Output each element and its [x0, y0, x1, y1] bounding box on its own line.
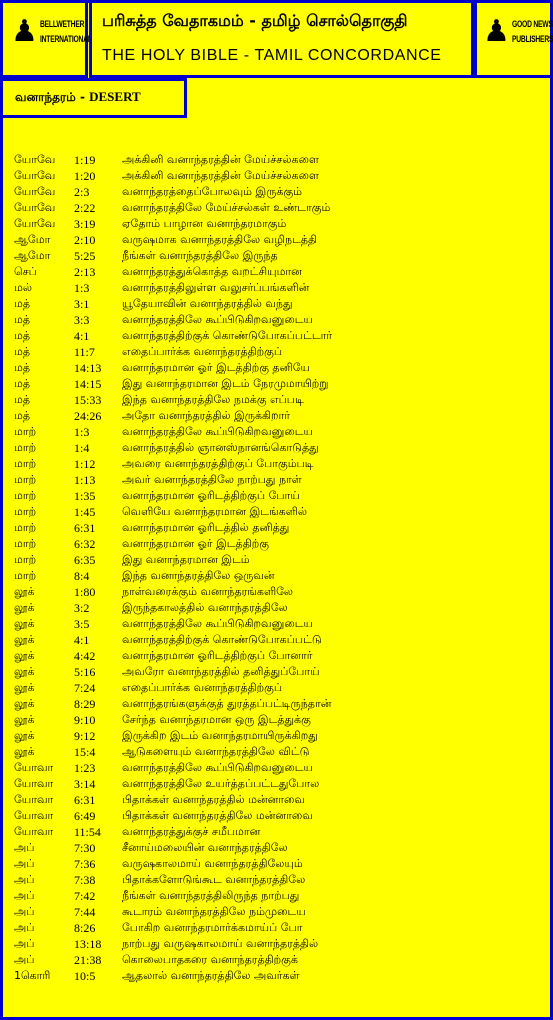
entry-book: யோவா: [14, 761, 54, 774]
entry-reference: 1:23: [74, 761, 96, 775]
section-heading: [15, 89, 141, 106]
concordance-entry: [14, 344, 544, 360]
concordance-entry: [14, 552, 544, 568]
concordance-entry: [14, 648, 544, 664]
logo-right-line2: PUBLISHERS: [511, 34, 553, 44]
entry-book: மத்: [14, 377, 31, 390]
entry-reference: 7:30: [74, 841, 96, 855]
entry-reference: 1:19: [74, 153, 96, 167]
concordance-entry: [14, 840, 544, 856]
entry-text: கொலைபாதகரை வனாந்தரத்திற்குக்: [122, 953, 298, 966]
entry-text: வனாந்தரத்திலே கூப்பிடுகிறவனுடைய: [122, 313, 313, 326]
concordance-entry: [14, 888, 544, 904]
concordance-entry: [14, 824, 544, 840]
entry-text: வனாந்தரமான ஓரிடத்திற்குப் போனார்: [122, 649, 313, 662]
entry-text: வனாந்தரத்துக்குச் சமீபமான: [122, 825, 261, 838]
entry-book: யோவே: [14, 185, 56, 198]
concordance-entry: [14, 536, 544, 552]
entry-text: போகிற வனாந்தரமார்க்கமாய்ப் போ: [122, 921, 303, 934]
entry-reference: 24:26: [74, 409, 102, 423]
entry-reference: 4:1: [74, 633, 90, 647]
concordance-entry: [14, 520, 544, 536]
entry-text: வனாந்தரத்திற்குக் கொண்டுபோகப்பட்டு: [122, 633, 322, 646]
entry-book: மாற்: [14, 457, 37, 470]
entry-reference: 14:15: [74, 377, 102, 391]
entry-text: இந்த வனாந்தரத்திலே நமக்கு எப்படி: [122, 393, 304, 406]
entry-book: லூக்: [14, 681, 35, 694]
entry-text: அவரை வனாந்தரத்திற்குப் போகும்படி: [122, 457, 314, 470]
entry-reference: 13:18: [74, 937, 102, 951]
entry-book: லூக்: [14, 713, 35, 726]
entry-reference: 4:42: [74, 649, 96, 663]
entry-book: லூக்: [14, 617, 35, 630]
entry-text: ஆதலால் வனாந்தரத்திலே அவர்கள்: [122, 969, 300, 982]
concordance-entry: [14, 456, 544, 472]
entry-book: மாற்: [14, 553, 37, 566]
entry-text: நாற்பது வருஷகாலமாய் வனாந்தரத்தில்: [122, 937, 319, 950]
entry-reference: 6:49: [74, 809, 96, 823]
entry-text: வனாந்தரத்துக்கொத்த வறட்சியுமான: [122, 265, 302, 278]
concordance-entry: [14, 744, 544, 760]
entry-reference: 21:38: [74, 953, 102, 967]
section-sep: -: [79, 90, 85, 104]
entry-text: கூடாரம் வனாந்தரத்திலே நம்முடைய: [122, 905, 306, 918]
entry-text: வனாந்தரத்திலுள்ள வலுசர்ப்பங்களின்: [122, 281, 310, 294]
entry-text: இருந்தகாலத்தில் வனாந்தரத்திலே: [122, 601, 288, 614]
entry-text: சீனாய்மலையின் வனாந்தரத்திலே: [122, 841, 288, 854]
entry-text: அக்கினி வனாந்தரத்தின் மேய்ச்சல்களை: [122, 169, 319, 182]
concordance-entry: [14, 664, 544, 680]
entry-text: பிதாக்கள் வனாந்தரத்தில் மன்னாவை: [122, 793, 305, 806]
entry-book: லூக்: [14, 585, 35, 598]
entry-book: மல்: [14, 281, 32, 294]
entry-book: லூக்: [14, 745, 35, 758]
entry-text: எதைப்பார்க்க வனாந்தரத்திற்குப்: [122, 681, 282, 694]
entry-reference: 8:4: [74, 569, 90, 583]
entry-reference: 1:35: [74, 489, 96, 503]
concordance-entry: [14, 680, 544, 696]
entry-reference: 10:5: [74, 969, 96, 983]
entry-reference: 1:20: [74, 169, 96, 183]
concordance-entry: [14, 472, 544, 488]
concordance-entry: [14, 312, 544, 328]
concordance-entry: [14, 792, 544, 808]
entry-text: இருக்கிற இடம் வனாந்தரமாயிருக்கிறது: [122, 729, 318, 742]
concordance-entry: [14, 280, 544, 296]
entry-reference: 2:3: [74, 185, 90, 199]
concordance-entry: [14, 600, 544, 616]
torch-bearer-icon: ♟: [483, 14, 510, 49]
concordance-entry: [14, 632, 544, 648]
entry-reference: 1:13: [74, 473, 96, 487]
concordance-entry: [14, 168, 544, 184]
entry-book: மத்: [14, 409, 31, 422]
entry-reference: 15:4: [74, 745, 96, 759]
concordance-entry: [14, 296, 544, 312]
concordance-entry: [14, 584, 544, 600]
concordance-entry: [14, 504, 544, 520]
entry-text: அக்கினி வனாந்தரத்தின் மேய்ச்சல்களை: [122, 153, 319, 166]
entry-reference: 8:26: [74, 921, 96, 935]
entry-text: வருஷமாக வனாந்தரத்திலே வழிநடத்தி: [122, 233, 317, 246]
entry-reference: 5:16: [74, 665, 96, 679]
concordance-entry: [14, 808, 544, 824]
entry-reference: 7:36: [74, 857, 96, 871]
concordance-entry: [14, 392, 544, 408]
entry-book: லூக்: [14, 633, 35, 646]
entry-reference: 2:13: [74, 265, 96, 279]
title-box: [89, 0, 474, 78]
entry-book: அப்: [14, 873, 35, 886]
concordance-entry: [14, 728, 544, 744]
entry-book: லூக்: [14, 649, 35, 662]
entry-reference: 6:31: [74, 793, 96, 807]
entry-reference: 1:3: [74, 281, 90, 295]
entry-book: மாற்: [14, 489, 37, 502]
entry-book: யோவா: [14, 793, 54, 806]
concordance-entry: [14, 856, 544, 872]
concordance-list: [14, 152, 544, 984]
entry-reference: 1:12: [74, 457, 96, 471]
entry-text: இந்த வனாந்தரத்திலே ஒருவன்: [122, 569, 275, 582]
concordance-entry: [14, 968, 544, 984]
entry-book: ஆமோ: [14, 233, 51, 246]
entry-book: மாற்: [14, 521, 37, 534]
concordance-entry: [14, 696, 544, 712]
entry-book: யோவே: [14, 169, 56, 182]
section-english: DESERT: [89, 89, 141, 104]
concordance-entry: [14, 408, 544, 424]
concordance-entry: [14, 952, 544, 968]
entry-book: மாற்: [14, 537, 37, 550]
entry-book: மத்: [14, 345, 31, 358]
concordance-entry: [14, 232, 544, 248]
entry-reference: 3:19: [74, 217, 96, 231]
entry-book: யோவா: [14, 777, 54, 790]
entry-reference: 3:14: [74, 777, 96, 791]
entry-text: வெளியே வனாந்தரமான இடங்களில்: [122, 505, 308, 518]
entry-book: அப்: [14, 841, 35, 854]
concordance-entry: [14, 200, 544, 216]
entry-book: அப்: [14, 937, 35, 950]
concordance-entry: [14, 264, 544, 280]
entry-book: யோவே: [14, 217, 56, 230]
entry-reference: 1:45: [74, 505, 96, 519]
concordance-entry: [14, 760, 544, 776]
entry-text: நாள்வரைக்கும் வனாந்தரங்களிலே: [122, 585, 294, 598]
entry-book: 1கொரி: [14, 969, 51, 982]
concordance-entry: [14, 712, 544, 728]
publisher-logo-right: [474, 0, 553, 78]
entry-text: வனாந்தரத்திலே கூப்பிடுகிறவனுடைய: [122, 617, 313, 630]
entry-book: மாற்: [14, 473, 37, 486]
entry-text: நீங்கள் வனாந்தரத்திலிருந்த நாற்பது: [122, 889, 300, 902]
entry-reference: 2:10: [74, 233, 96, 247]
entry-book: செப்: [14, 265, 37, 278]
entry-text: நீங்கள் வனாந்தரத்திலே இருந்த: [122, 249, 278, 262]
entry-reference: 2:22: [74, 201, 96, 215]
entry-text: ஏதோம் பாழான வனாந்தரமாகும்: [122, 217, 287, 230]
entry-book: ஆமோ: [14, 249, 51, 262]
entry-reference: 1:80: [74, 585, 96, 599]
entry-book: மாற்: [14, 425, 37, 438]
entry-text: வனாந்தரமான ஓரிடத்திற்குப் போய்: [122, 489, 300, 502]
entry-text: அவர் வனாந்தரத்திலே நாற்பது நாள்: [122, 473, 302, 486]
concordance-entry: [14, 920, 544, 936]
entry-book: லூக்: [14, 729, 35, 742]
entry-book: யோவா: [14, 825, 54, 838]
entry-text: வருஷகாலமாய் வனாந்தரத்திலேயும்: [122, 857, 303, 870]
concordance-entry: [14, 376, 544, 392]
entry-book: மத்: [14, 361, 31, 374]
concordance-entry: [14, 424, 544, 440]
entry-reference: 1:3: [74, 425, 90, 439]
entry-text: அதோ வனாந்தரத்தில் இருக்கிறார்: [122, 409, 291, 422]
entry-book: லூக்: [14, 697, 35, 710]
entry-reference: 11:54: [74, 825, 101, 839]
torch-bearer-icon: ♟: [11, 14, 38, 49]
entry-reference: 3:2: [74, 601, 90, 615]
entry-book: அப்: [14, 953, 35, 966]
entry-book: மாற்: [14, 569, 37, 582]
section-tamil: வனாந்தரம்: [15, 90, 76, 104]
concordance-entry: [14, 936, 544, 952]
concordance-entry: [14, 568, 544, 584]
entry-text: எதைப்பார்க்க வனாந்தரத்திற்குப்: [122, 345, 282, 358]
entry-text: ஆடுகளையும் வனாந்தரத்திலே விட்டு: [122, 745, 310, 758]
entry-book: லூக்: [14, 665, 35, 678]
concordance-entry: [14, 184, 544, 200]
publisher-logo-left: [0, 0, 92, 78]
entry-text: அவரோ வனாந்தரத்தில் தனித்துப்போய்: [122, 665, 320, 678]
entry-reference: 3:5: [74, 617, 90, 631]
concordance-entry: [14, 248, 544, 264]
entry-text: இது வனாந்தரமான இடம்: [122, 553, 250, 566]
entry-reference: 3:3: [74, 313, 90, 327]
entry-book: மத்: [14, 393, 31, 406]
entry-text: வனாந்தரத்தில் ஞானஸ்நானங்கொடுத்து: [122, 441, 319, 454]
concordance-entry: [14, 616, 544, 632]
entry-reference: 7:24: [74, 681, 96, 695]
concordance-entry: [14, 152, 544, 168]
concordance-entry: [14, 216, 544, 232]
entry-text: வனாந்தரத்திலே கூப்பிடுகிறவனுடைய: [122, 425, 313, 438]
entry-reference: 4:1: [74, 329, 90, 343]
entry-reference: 8:29: [74, 697, 96, 711]
entry-reference: 9:12: [74, 729, 96, 743]
entry-text: வனாந்தரமான ஓர் இடத்திற்கு தனியே: [122, 361, 310, 374]
entry-reference: 15:33: [74, 393, 102, 407]
entry-reference: 7:42: [74, 889, 96, 903]
entry-book: மத்: [14, 297, 31, 310]
entry-reference: 3:1: [74, 297, 90, 311]
concordance-entry: [14, 872, 544, 888]
title-english: THE HOLY BIBLE - TAMIL CONCORDANCE: [102, 47, 442, 64]
entry-reference: 7:44: [74, 905, 96, 919]
entry-reference: 6:32: [74, 537, 96, 551]
entry-text: வனாந்தரத்திலே உயர்த்தப்பட்டதுபோல: [122, 777, 320, 790]
entry-text: வனாந்தரத்திற்குக் கொண்டுபோகப்பட்டார்: [122, 329, 333, 342]
concordance-entry: [14, 488, 544, 504]
entry-reference: 14:13: [74, 361, 102, 375]
entry-book: அப்: [14, 921, 35, 934]
entry-reference: 6:35: [74, 553, 96, 567]
entry-book: லூக்: [14, 601, 35, 614]
entry-reference: 7:38: [74, 873, 96, 887]
entry-book: அப்: [14, 889, 35, 902]
entry-book: மாற்: [14, 441, 37, 454]
entry-book: அப்: [14, 905, 35, 918]
entry-text: வனாந்தரமான ஓர் இடத்திற்கு: [122, 537, 269, 550]
entry-book: மத்: [14, 313, 31, 326]
title-tamil: பரிசுத்த வேதாகமம் - தமிழ் சொல்தொகுதி: [102, 11, 408, 30]
concordance-entry: [14, 904, 544, 920]
entry-text: வனாந்தரத்தைப்போலவும் இருக்கும்: [122, 185, 303, 198]
entry-reference: 11:7: [74, 345, 95, 359]
entry-text: சேர்ந்த வனாந்தரமான ஒரு இடத்துக்கு: [122, 713, 311, 726]
logo-left-line2: INTERNATIONAL: [39, 34, 92, 44]
entry-text: பிதாக்கள் வனாந்தரத்திலே மன்னாவை: [122, 809, 313, 822]
concordance-entry: [14, 776, 544, 792]
entry-text: வனாந்தரத்திலே மேய்ச்சல்கள் உண்டாகும்: [122, 201, 331, 214]
entry-text: யூதேயாவின் வனாந்தரத்தில் வந்து: [122, 297, 293, 310]
entry-reference: 1:4: [74, 441, 90, 455]
entry-book: யோவே: [14, 201, 56, 214]
entry-book: அப்: [14, 857, 35, 870]
entry-reference: 9:10: [74, 713, 96, 727]
entry-book: யோவே: [14, 153, 56, 166]
entry-text: வனாந்தரமான ஓரிடத்தில் தனித்து: [122, 521, 290, 534]
entry-reference: 6:31: [74, 521, 96, 535]
logo-left-line1: BELLWETHER: [39, 19, 85, 29]
entry-text: இது வனாந்தரமான இடம் நேரமுமாயிற்று: [122, 377, 329, 390]
concordance-entry: [14, 360, 544, 376]
entry-reference: 5:25: [74, 249, 96, 263]
section-heading-box: [0, 78, 187, 118]
entry-text: பிதாக்களோடுங்கூட வனாந்தரத்திலே: [122, 873, 306, 886]
logo-right-line1: GOOD NEWS: [511, 19, 553, 29]
concordance-entry: [14, 328, 544, 344]
entry-text: வனாந்தரத்திலே கூப்பிடுகிறவனுடைய: [122, 761, 313, 774]
entry-book: மாற்: [14, 505, 37, 518]
entry-book: மத்: [14, 329, 31, 342]
concordance-entry: [14, 440, 544, 456]
entry-text: வனாந்தரங்களுக்குத் துரத்தப்பட்டிருந்தான்: [122, 697, 332, 710]
entry-book: யோவா: [14, 809, 54, 822]
